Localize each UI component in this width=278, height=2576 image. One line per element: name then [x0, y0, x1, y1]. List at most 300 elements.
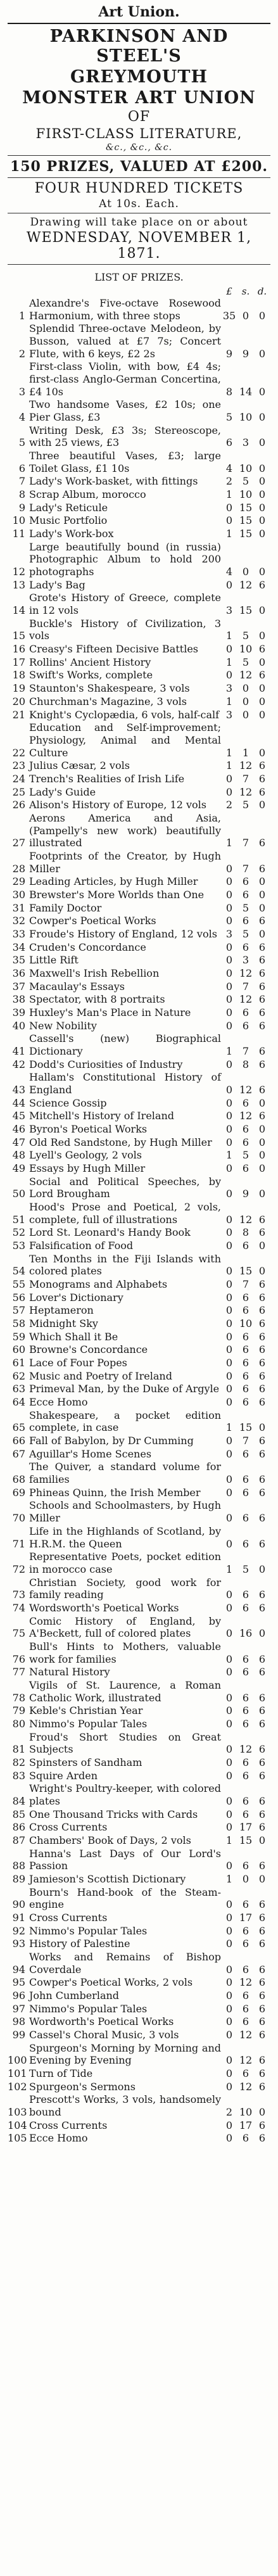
prize-pence: 6 [258, 1019, 266, 1032]
prize-pounds: 0 [225, 2015, 233, 2028]
prize-pounds: 0 [225, 1924, 233, 1937]
prize-pence: 6 [258, 785, 266, 798]
prize-number: 56 [12, 1291, 25, 1304]
prize-pounds: 1 [225, 656, 233, 668]
prize-shillings: 15 [239, 514, 253, 527]
prize-number: 43 [12, 1083, 25, 1096]
prize-item [8, 1149, 270, 1162]
prize-pence: 6 [258, 1278, 266, 1291]
prize-pence: 6 [258, 1666, 266, 1678]
prize-number: 64 [12, 1396, 25, 1409]
prize-number: 88 [12, 1860, 25, 1872]
prize-shillings: 6 [242, 1357, 250, 1369]
prize-pounds: 0 [225, 1383, 233, 1395]
prize-pence: 6 [258, 1396, 266, 1409]
prize-item [8, 941, 270, 954]
prize-description: Grote's History of Greece, complete in 12 vols [29, 592, 221, 617]
prize-value [221, 1692, 270, 1704]
prize-shillings: 6 [242, 1136, 250, 1148]
prize-shillings: 6 [242, 1717, 250, 1730]
prize-number: 18 [12, 669, 25, 682]
prize-pounds: 0 [225, 1821, 233, 1834]
prize-item [8, 1032, 270, 1057]
firm-name: PARKINSON AND STEEL'S [49, 27, 229, 66]
prize-description: Cowper's Poetical Works, 2 vols [29, 1976, 193, 1989]
prize-item [8, 1291, 270, 1304]
prize-pence: 6 [258, 1589, 266, 1601]
prize-pence: 6 [258, 1794, 266, 1807]
prize-value [221, 1834, 270, 1847]
prize-pounds: 0 [225, 2132, 233, 2145]
prize-pounds: 0 [225, 1330, 233, 1343]
prize-pence: 0 [258, 514, 266, 527]
prize-pence: 6 [258, 643, 266, 656]
prize-shillings: 0 [242, 1872, 250, 1885]
prize-shillings: 5 [242, 630, 250, 642]
prize-pounds: 0 [225, 578, 233, 591]
prize-description: Science Gossip [29, 1096, 107, 1109]
prize-description: Huxley's Man's Place in Nature [29, 1006, 191, 1018]
prize-description: Knight's Cyclopædia, 6 vols, half-calf [29, 708, 220, 721]
prize-value [221, 1084, 270, 1096]
prize-number: 80 [12, 1717, 25, 1730]
ticket-price: At 10s. Each. [99, 198, 179, 210]
prize-value [221, 1627, 270, 1640]
prize-shillings: 6 [242, 1369, 250, 1382]
prize-number: 50 [12, 1188, 25, 1200]
prize-number: 65 [12, 1421, 25, 1434]
prize-pounds: 0 [225, 993, 233, 1006]
prize-shillings: 6 [242, 1162, 250, 1175]
prize-shillings: 9 [242, 347, 250, 360]
prize-number: 68 [12, 1473, 25, 1486]
prize-description: Lyell's Geology, 2 vols [29, 1149, 142, 1162]
prize-value [221, 1123, 270, 1136]
prize-item [8, 1201, 270, 1226]
prize-number: 41 [12, 1044, 25, 1057]
prize-item [8, 475, 270, 488]
prize-value [221, 709, 270, 721]
prize-pounds: 1 [225, 695, 233, 707]
prize-item [8, 2003, 270, 2015]
prize-pence: 6 [258, 980, 266, 993]
prize-number: 28 [12, 862, 25, 875]
prize-item [8, 721, 270, 759]
prize-number: 103 [8, 2106, 27, 2119]
prize-pence: 0 [258, 566, 266, 578]
prize-description: Representative Poets, pocket edition in morocco case [29, 1551, 221, 1575]
prize-number: 6 [18, 462, 25, 474]
ticket-count: FOUR HUNDRED TICKETS [34, 181, 244, 196]
prize-shillings: 3 [242, 436, 250, 449]
prize-pounds: 1 [225, 759, 233, 772]
prize-shillings: 15 [239, 1834, 253, 1846]
prize-number: 14 [12, 604, 25, 617]
prize-description: The Quiver, a standard volume for families [29, 1461, 221, 1486]
prize-value [221, 1058, 270, 1071]
prize-description: Falsification of Food [29, 1240, 134, 1252]
prize-shillings: 5 [242, 799, 250, 811]
prize-number: 45 [12, 1110, 25, 1122]
prize-description: Writing Desk, £3 3s; Stereoscope, with 25 views, £3 [29, 424, 221, 449]
prize-item [8, 1317, 270, 1330]
prize-item [8, 928, 270, 941]
prize-item [8, 1577, 270, 1601]
prize-value [221, 695, 270, 708]
prize-shillings: 6 [242, 1006, 250, 1018]
prize-pence: 0 [258, 309, 266, 322]
prize-item [8, 1925, 270, 1938]
event-title: MONSTER ART UNION [22, 88, 256, 108]
prize-shillings: 6 [242, 1691, 250, 1704]
prize-item [8, 541, 270, 578]
prize-number: 93 [12, 1938, 25, 1950]
prize-value [221, 1343, 270, 1356]
prize-pence: 6 [258, 2080, 266, 2093]
prize-number: 34 [12, 941, 25, 953]
prize-pence: 6 [258, 1435, 266, 1447]
prize-description: Scrap Album, morocco [29, 488, 146, 501]
prize-item [8, 759, 270, 772]
prize-description: Education and Self-improvement; Physiology, Animal and Mental Culture [29, 721, 221, 759]
prize-pence: 6 [258, 2067, 266, 2080]
prize-item [8, 669, 270, 682]
prize-pence: 0 [258, 656, 266, 668]
prize-item [8, 1097, 270, 1110]
prize-shillings: 3 [242, 954, 250, 967]
prize-value [221, 1357, 270, 1369]
event-subject: FIRST-CLASS LITERATURE, [35, 126, 243, 141]
prize-value [221, 2029, 270, 2041]
prize-shillings: 6 [242, 1924, 250, 1937]
prize-shillings: 5 [242, 901, 250, 914]
prize-shillings: 12 [239, 2029, 253, 2041]
prize-pounds: 0 [225, 1096, 233, 1109]
prize-number: 27 [12, 837, 25, 849]
prize-value [221, 980, 270, 993]
prize-shillings: 12 [239, 1213, 253, 1226]
prize-value [221, 1448, 270, 1461]
prize-shillings: 6 [242, 888, 250, 901]
prize-value [221, 1188, 270, 1200]
prize-pence: 0 [258, 604, 266, 617]
prize-pounds: 0 [225, 1769, 233, 1782]
prize-description: Squire Arden [29, 1769, 98, 1782]
prize-value [221, 786, 270, 799]
prize-pounds: 0 [225, 1058, 233, 1070]
prize-description: Family Doctor [29, 901, 102, 914]
prize-item [8, 1357, 270, 1369]
prize-item [8, 1253, 270, 1278]
prize-description: Cross Currents [29, 2119, 108, 2131]
prize-shillings: 15 [239, 604, 253, 617]
prize-pence: 0 [258, 501, 266, 514]
town-name: GREYMOUTH [70, 67, 208, 87]
prize-number: 105 [8, 2132, 27, 2145]
prize-shillings: 12 [239, 993, 253, 1006]
prize-item [8, 812, 270, 849]
prize-item [8, 1551, 270, 1575]
prize-value [221, 1304, 270, 1317]
prize-pence: 6 [258, 669, 266, 682]
prize-pounds: 0 [225, 1369, 233, 1382]
prize-shillings: 12 [239, 669, 253, 682]
prize-value [221, 1873, 270, 1886]
prize-description: Lady's Bag [29, 578, 85, 591]
prize-value [221, 1795, 270, 1808]
prize-description: First-class Violin, with bow, £4 4s; first-class Anglo-German Concertina, £4 10s [29, 360, 221, 398]
prize-pounds: 0 [225, 980, 233, 993]
prize-pounds: 2 [225, 2106, 233, 2119]
prize-pounds: 0 [225, 1213, 233, 1226]
prize-value [221, 1925, 270, 1938]
prize-value [221, 1421, 270, 1434]
prize-pence: 6 [258, 1006, 266, 1018]
prize-item [8, 889, 270, 901]
prize-pounds: 0 [225, 1006, 233, 1018]
prize-item [8, 297, 270, 322]
prize-description: Spurgeon's Morning by Morning and Evening by Evening [29, 2041, 221, 2067]
prize-number: 73 [12, 1589, 25, 1601]
prize-item [8, 954, 270, 967]
prize-pounds: 1 [225, 837, 233, 849]
prize-shillings: 6 [242, 1589, 250, 1601]
prize-item [8, 1058, 270, 1071]
prize-item [8, 1808, 270, 1821]
prize-description: Byron's Poetical Works [29, 1123, 148, 1135]
prize-value [221, 643, 270, 656]
prize-pounds: 4 [225, 566, 233, 578]
prize-description: Alexandre's Five-octave Rosewood Harmonium, with three stops [29, 297, 221, 322]
prize-pence: 0 [258, 347, 266, 360]
prize-number: 22 [12, 746, 25, 759]
prize-pounds: 0 [225, 1627, 233, 1640]
prize-pounds: 0 [225, 772, 233, 785]
prize-value [221, 1589, 270, 1601]
prize-description: Ecce Homo [29, 1396, 88, 1409]
prize-description: Hood's Prose and Poetical, 2 vols, complete, full of illustrations [29, 1201, 221, 1226]
prize-value [221, 1964, 270, 1976]
prize-description: Swift's Works, complete [29, 669, 153, 682]
prize-pence: 0 [258, 1627, 266, 1640]
prize-item [8, 1679, 270, 1704]
prize-value [221, 1214, 270, 1226]
prize-description: Cassel's Choral Music, 3 vols [29, 2029, 179, 2041]
prize-value [221, 1718, 270, 1730]
prize-pence: 0 [258, 1872, 266, 1885]
prize-shillings: 7 [242, 980, 250, 993]
prize-pounds: 0 [225, 2029, 233, 2041]
prize-pence: 6 [258, 862, 266, 875]
prize-number: 70 [12, 1512, 25, 1525]
prize-description: Trench's Realities of Irish Life [29, 772, 185, 785]
prize-shillings: 16 [239, 1627, 253, 1640]
prize-value [221, 630, 270, 642]
drawing-notice: Drawing will take place on or about [30, 216, 248, 229]
prize-pounds: 0 [225, 1083, 233, 1096]
prize-description: Bourn's Hand-book of the Steam-engine [29, 1886, 221, 1911]
prize-description: Brewster's More Worlds than One [29, 888, 205, 901]
prize-item [8, 1821, 270, 1834]
prize-pence: 6 [258, 1447, 266, 1460]
prize-number: 101 [8, 2067, 27, 2080]
prize-item [8, 502, 270, 514]
prize-pounds: 9 [225, 347, 233, 360]
prize-item [8, 1487, 270, 1499]
prize-shillings: 5 [242, 1563, 250, 1575]
prize-number: 13 [12, 578, 25, 591]
prize-pounds: 0 [225, 501, 233, 514]
prize-number: 98 [12, 2015, 25, 2028]
prize-value [221, 1006, 270, 1019]
prize-shillings: 0 [242, 695, 250, 707]
prize-item [8, 1938, 270, 1950]
prize-pence: 0 [258, 875, 266, 888]
prize-number: 74 [12, 1601, 25, 1614]
prize-description: Splendid Three-octave Melodeon, by Busson, valued at £7 7s; Concert Flute, with 6 keys, £2 2s [29, 322, 221, 360]
prize-description: Lace of Four Popes [29, 1357, 127, 1369]
prize-pence: 6 [258, 1357, 266, 1369]
prize-value [221, 1756, 270, 1769]
prize-value [221, 2081, 270, 2093]
prize-pounds: 0 [225, 1911, 233, 1924]
prize-number: 16 [12, 643, 25, 656]
prize-value [221, 2015, 270, 2028]
prize-number: 23 [12, 759, 25, 772]
prize-pounds: 1 [225, 630, 233, 642]
prize-description: Maxwell's Irish Rebellion [29, 967, 160, 979]
prize-shillings: 0 [242, 682, 250, 695]
prize-description: Large beautifully bound (in russia) Photographic Album to hold 200 photographs [29, 540, 221, 578]
prize-item [8, 592, 270, 616]
prize-description: Jamieson's Scottish Dictionary [29, 1872, 186, 1885]
prize-pounds: 0 [225, 1435, 233, 1447]
prize-shillings: 5 [242, 927, 250, 940]
prize-pounds: 0 [225, 1601, 233, 1614]
prize-number: 37 [12, 980, 25, 993]
prize-description: Lady's Guide [29, 785, 96, 798]
prize-pounds: 0 [225, 967, 233, 979]
prize-description: Macaulay's Essays [29, 980, 125, 993]
prize-description: Froude's History of England, 12 vols [29, 927, 217, 940]
prize-shillings: 12 [239, 967, 253, 979]
prize-value [221, 1538, 270, 1551]
prize-description: Dodd's Curiosities of Industry [29, 1058, 183, 1070]
prize-item [8, 1912, 270, 1924]
prize-pence: 0 [258, 1421, 266, 1434]
event-of: OF [127, 109, 151, 125]
prize-description: Aguillar's Home Scenes [29, 1447, 152, 1460]
prize-number: 29 [12, 875, 25, 888]
prize-description: Which Shall it Be [29, 1330, 118, 1343]
prize-pence: 6 [258, 1317, 266, 1330]
prize-number: 38 [12, 993, 25, 1006]
prize-item [8, 993, 270, 1006]
prize-shillings: 6 [242, 1989, 250, 2002]
prize-number: 84 [12, 1794, 25, 1807]
prize-value [221, 2132, 270, 2145]
prize-item [8, 902, 270, 915]
prize-pence: 0 [258, 1162, 266, 1175]
prize-number: 69 [12, 1486, 25, 1499]
prize-pence: 6 [258, 1383, 266, 1395]
prize-value [221, 1512, 270, 1525]
prize-pounds: 1 [225, 1834, 233, 1846]
prize-shillings: 12 [239, 759, 253, 772]
prize-description: Chambers' Book of Days, 2 vols [29, 1834, 191, 1846]
prize-shillings: 6 [242, 1447, 250, 1460]
prize-pounds: 0 [225, 1512, 233, 1525]
prize-value [221, 1045, 270, 1058]
prize-description: Music Portfolio [29, 514, 108, 527]
prize-number: 63 [12, 1383, 25, 1395]
prize-pounds: 0 [225, 1486, 233, 1499]
prize-description: Three beautiful Vases, £3; large Toilet Glass, £1 10s [29, 450, 221, 474]
prize-description: Lord St. Leonard's Handy Book [29, 1226, 191, 1239]
prize-item [8, 695, 270, 708]
currency-header [8, 286, 270, 297]
prize-value [221, 1770, 270, 1782]
prize-shillings: 1 [242, 746, 250, 759]
prize-item [8, 1448, 270, 1461]
prize-number: 5 [18, 436, 25, 449]
prize-value [221, 656, 270, 669]
prize-description: Cruden's Concordance [29, 941, 146, 953]
prize-value [221, 1383, 270, 1395]
prize-pence: 0 [258, 695, 266, 707]
prize-number: 46 [12, 1123, 25, 1135]
prize-number: 104 [8, 2119, 27, 2131]
prize-pounds: 1 [225, 528, 233, 540]
prize-pence: 6 [258, 1369, 266, 1382]
prize-item [8, 643, 270, 656]
prize-pence: 0 [258, 746, 266, 759]
prize-item [8, 1951, 270, 1976]
prize-shillings: 12 [239, 578, 253, 591]
prize-pounds: 0 [225, 2080, 233, 2093]
prize-number: 87 [12, 1834, 25, 1846]
prize-shillings: 6 [242, 1808, 250, 1820]
prize-shillings: 6 [242, 1343, 250, 1356]
prize-shillings: 6 [242, 1240, 250, 1252]
prize-shillings: 10 [239, 488, 253, 501]
prize-pence: 6 [258, 1226, 266, 1239]
prize-pounds: 0 [225, 862, 233, 875]
prize-number: 78 [12, 1691, 25, 1704]
prize-description: Life in the Highlands of Scotland, by H.R.M. the Queen [29, 1525, 221, 1550]
prize-pounds: 8 [225, 385, 233, 398]
prize-number: 26 [12, 799, 25, 811]
prize-number: 91 [12, 1911, 25, 1924]
prize-pence: 0 [258, 1123, 266, 1135]
prize-item [8, 2093, 270, 2118]
prize-value [221, 1743, 270, 1756]
prize-pence: 0 [258, 528, 266, 540]
prize-pence: 6 [258, 1083, 266, 1096]
prize-pence: 6 [258, 1911, 266, 1924]
prize-value [221, 1265, 270, 1278]
prize-description: Spurgeon's Sermons [29, 2080, 136, 2093]
prize-pounds: 35 [222, 309, 236, 322]
prize-pence: 6 [258, 1756, 266, 1768]
prize-shillings: 10 [239, 411, 253, 424]
prize-value [221, 954, 270, 967]
prize-pence: 6 [258, 1537, 266, 1550]
prize-description: Bull's Hints to Mothers, valuable work for families [29, 1640, 221, 1665]
prize-description: Heptameron [29, 1304, 94, 1317]
prize-pounds: 0 [225, 875, 233, 888]
prize-value [221, 1704, 270, 1717]
